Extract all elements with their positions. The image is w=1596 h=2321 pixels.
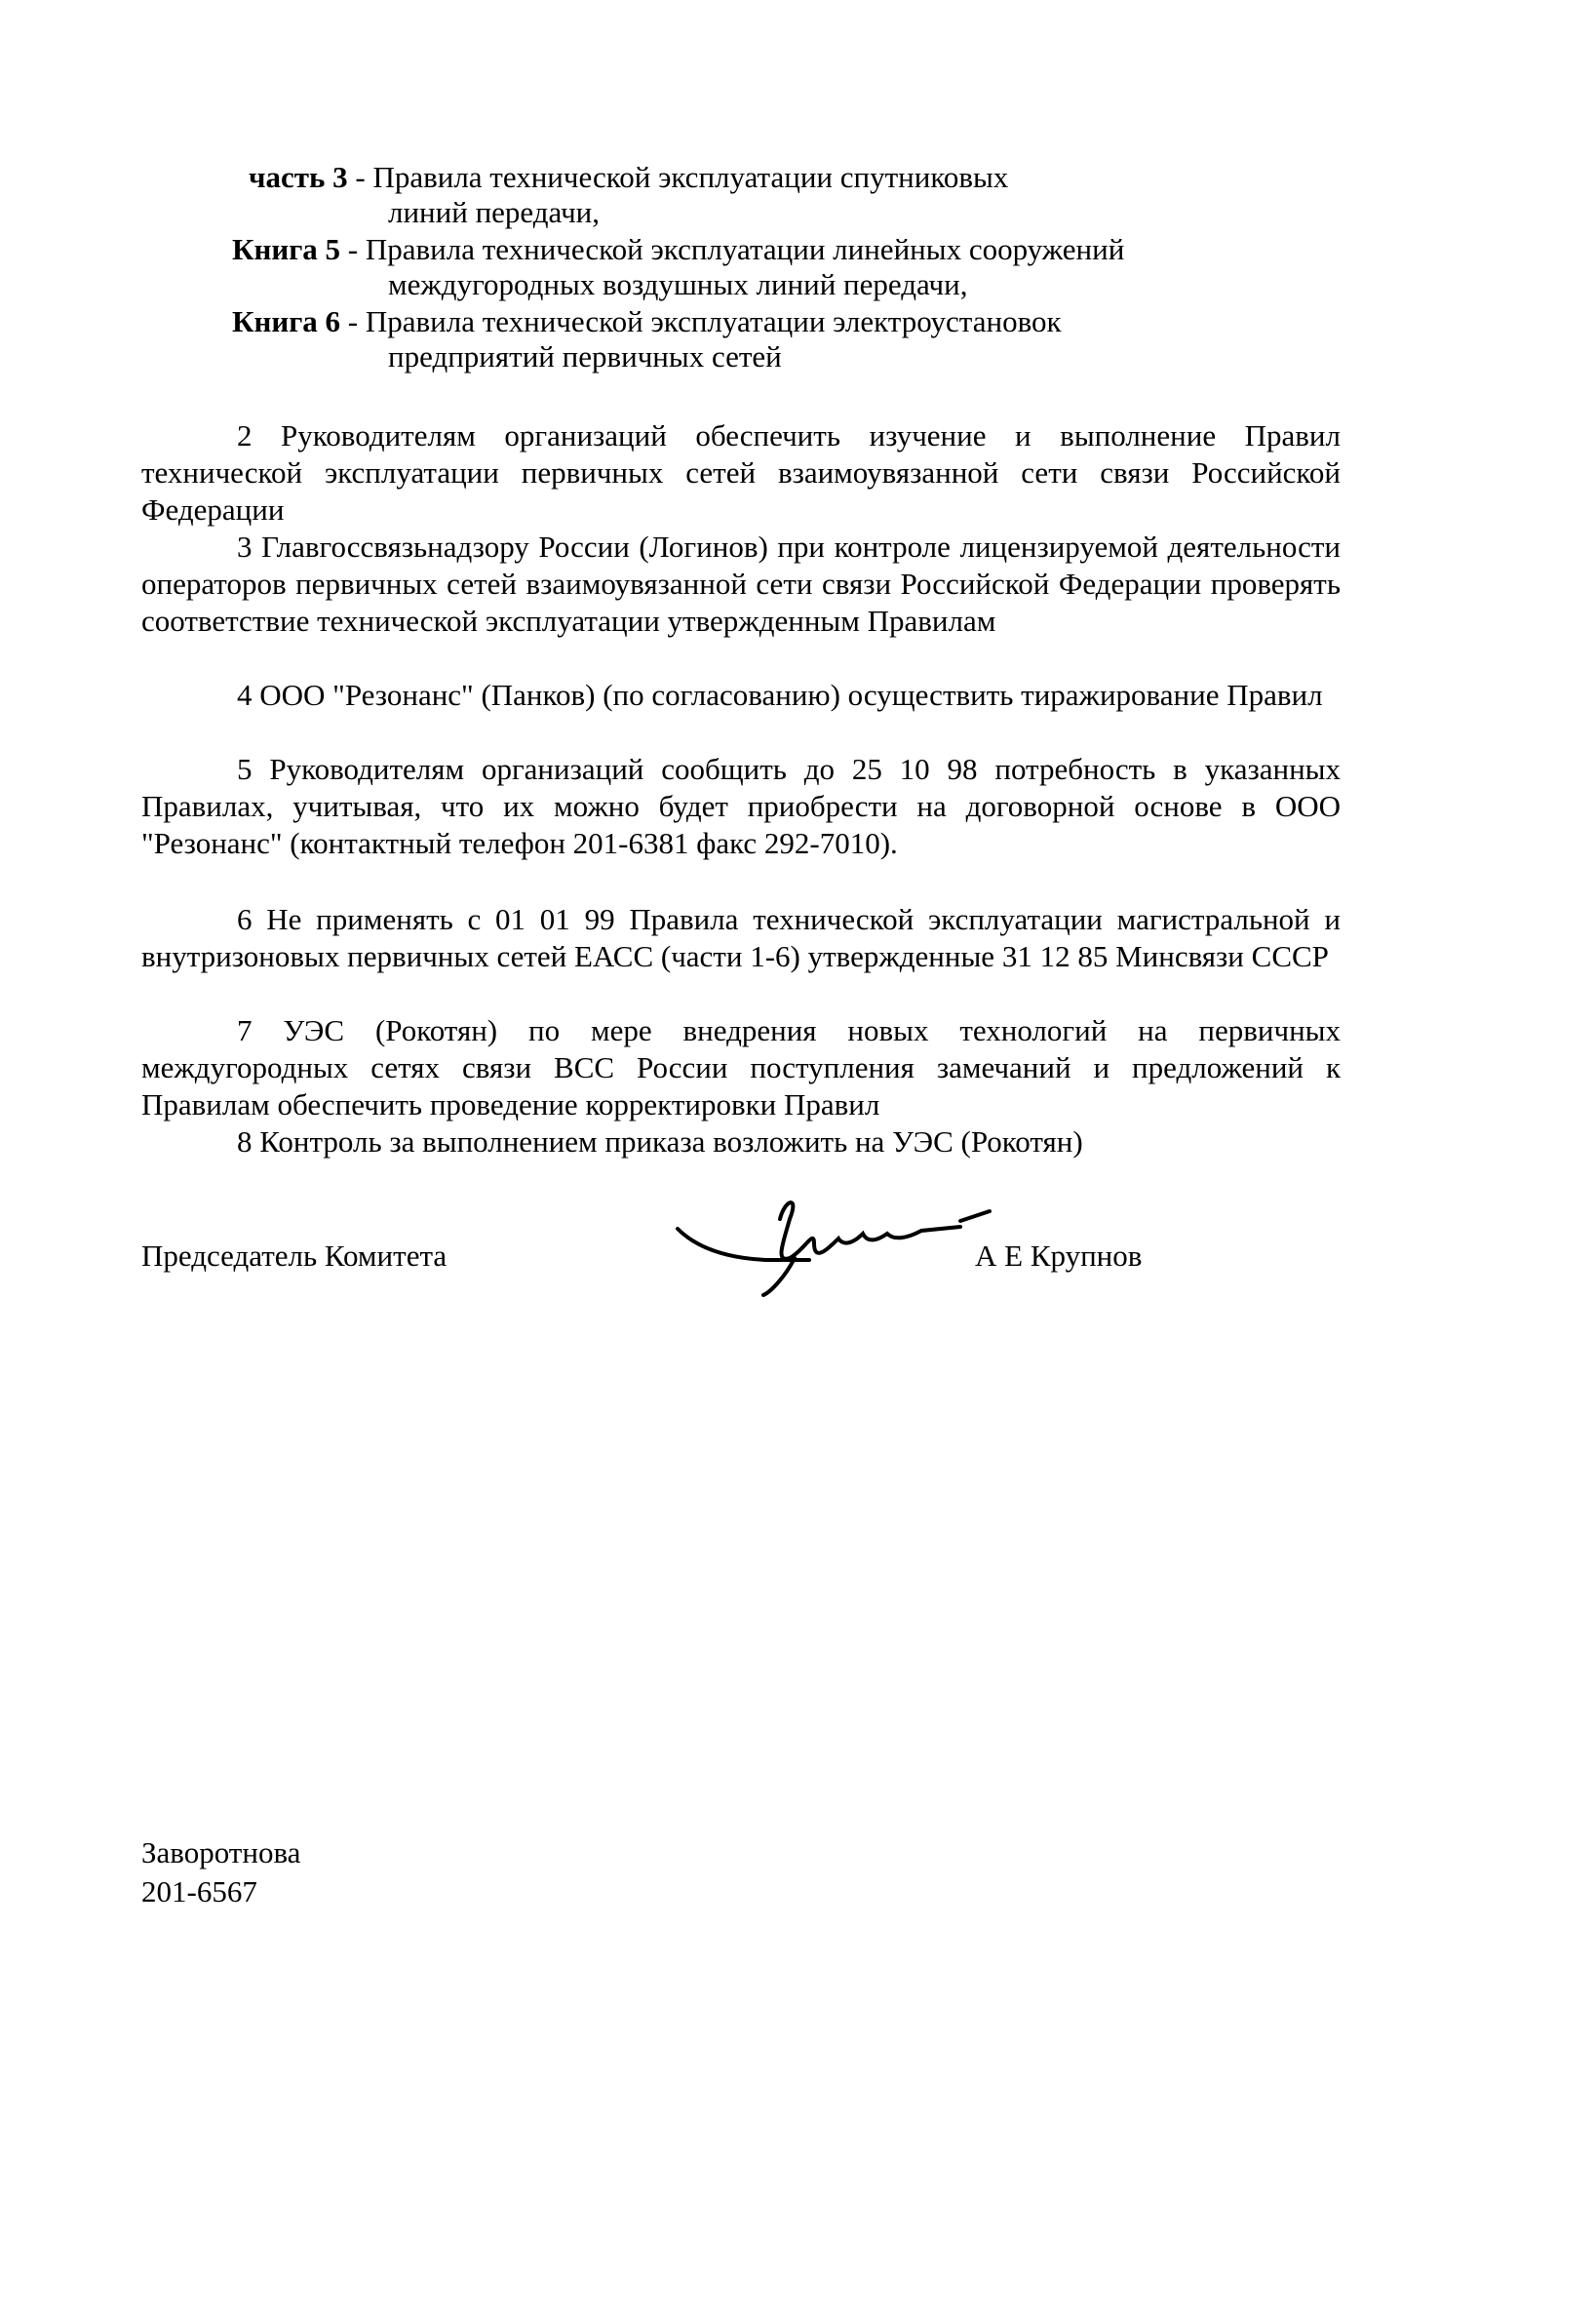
paragraph-2: 2 Руководителям организаций обеспечить изучение и выполнение Правил технической эксплуатации первичных сетей взаимоувязанной сети связи Российской Федерации: [141, 418, 1341, 527]
paragraph-8: 8 Контроль за выполнением приказа возложить на УЭС (Рокотян): [237, 1124, 1083, 1159]
executor-name: Заворотнова: [141, 1835, 301, 1869]
list-item-continuation: линий передачи,: [388, 195, 600, 229]
signatory-name: А Е Крупнов: [975, 1239, 1143, 1273]
paragraph-3: 3 Главгоссвязьнадзору России (Логинов) при контроле лицензируемой деятельности операторов первичных сетей взаимоувязанной сети связи Российской Федерации проверять соответствие технической эксплуатации утвержденным Правилам: [141, 530, 1341, 638]
paragraph-4: 4 ООО "Резонанс" (Панков) (по согласованию) осуществить тиражирование Правил: [237, 678, 1323, 712]
list-item-label: Книга 5: [232, 232, 341, 266]
list-item-part3: [249, 160, 1008, 195]
paragraph-5: 5 Руководителям организаций сообщить до 25 10 98 потребность в указанных Правилах, учитывая, что их можно будет приобрести на договорной основе в ООО "Резонанс" (контактный телефон 201-6381 факс 292-7010).: [141, 752, 1341, 860]
paragraph-7: 7 УЭС (Рокотян) по мере внедрения новых технологий на первичных междугородных сетях связи ВСС России поступления замечаний и предложений к Правилам обеспечить проведение корректировки Правил: [141, 1013, 1341, 1121]
executor-block: [141, 1833, 300, 1911]
list-item-text: - Правила технической эксплуатации спутниковых: [347, 160, 1009, 194]
list-item-label: часть 3: [249, 160, 348, 194]
list-item-continuation: предприятий первичных сетей: [388, 339, 782, 374]
list-item-text: - Правила технической эксплуатации электроустановок: [340, 304, 1062, 338]
signature-block: [141, 1219, 1409, 1326]
list-item-continuation: междугородных воздушных линий передачи,: [388, 267, 968, 301]
executor-phone: 201-6567: [141, 1874, 257, 1908]
list-item-book5: [232, 232, 1124, 267]
paragraph-6: 6 Не применять с 01 01 99 Правила технической эксплуатации магистральной и внутризоновых первичных сетей ЕАСС (части 1-6) утвержденные 31 12 85 Минсвязи СССР: [141, 902, 1341, 973]
list-item-label: Книга 6: [232, 304, 341, 338]
list-item-book6: [232, 304, 1062, 339]
list-item-text: - Правила технической эксплуатации линейных сооружений: [340, 232, 1125, 266]
signatory-title: Председатель Комитета: [141, 1239, 448, 1273]
